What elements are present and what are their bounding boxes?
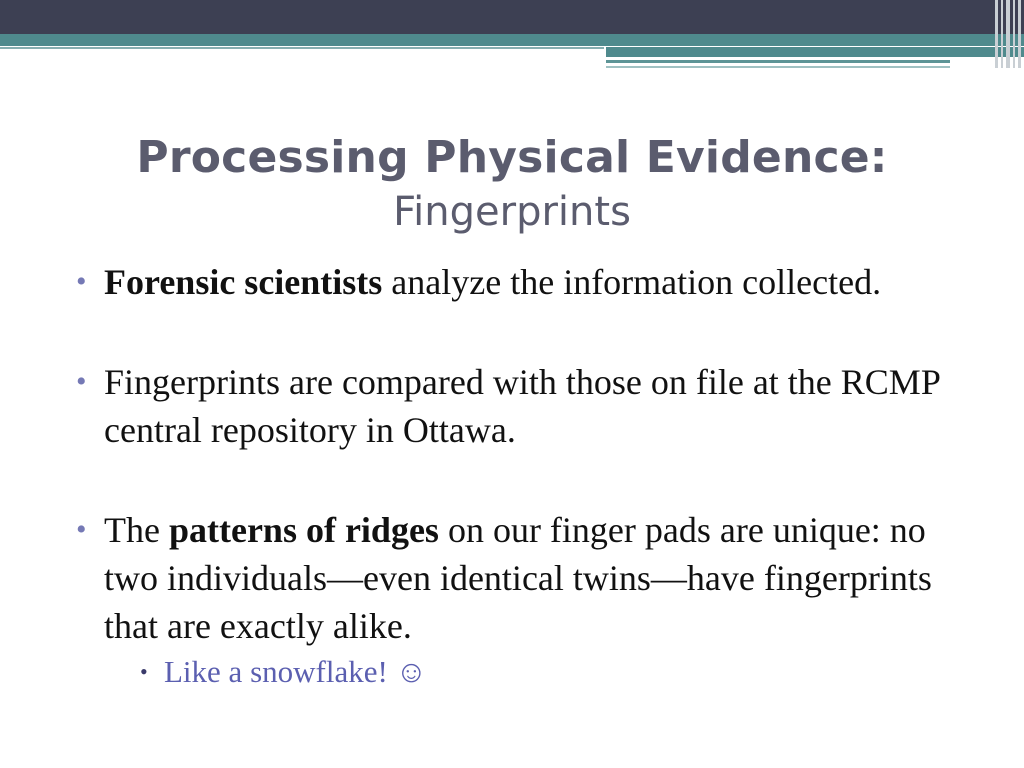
- bullet-text: The: [104, 510, 169, 550]
- sub-bullet-dot-icon: •: [140, 659, 148, 684]
- bullet-text: on our finger pads are unique: no two individuals—even identical twins—have fingerprints that are exactly alike.: [104, 510, 932, 646]
- bullet-bold-text: patterns of ridges: [168, 510, 439, 550]
- header-stripes: [995, 0, 1024, 68]
- bullet-dot-icon: •: [76, 365, 87, 398]
- bullet-item: [74, 258, 954, 306]
- bullet-dot-icon: •: [76, 265, 87, 298]
- slide-title: [60, 130, 964, 238]
- bullet-item: [74, 506, 954, 650]
- bullet-text: Fingerprints are compared with those on file at the RCMP central repository in Ottawa.: [104, 362, 940, 450]
- bullet-dot-icon: •: [76, 513, 87, 546]
- header-dark-band: [0, 0, 1024, 34]
- header-teal-band: [0, 34, 1024, 46]
- header-teal-line: [0, 47, 604, 49]
- title-main: Processing Physical Evidence:: [136, 132, 888, 183]
- sub-bullet-text: Like a snowflake! ☺: [164, 654, 428, 689]
- title-subtitle: Fingerprints: [393, 189, 631, 235]
- bullet-list: [74, 258, 954, 694]
- bullet-bold-text: Forensic scientists: [104, 262, 383, 302]
- header-accent-line-light: [606, 66, 950, 68]
- sub-bullet-item: [74, 650, 954, 694]
- header-accent-block: [606, 47, 1024, 57]
- header-accent-line: [606, 60, 950, 63]
- bullet-item: [74, 358, 954, 454]
- bullet-text: analyze the information collected.: [382, 262, 882, 302]
